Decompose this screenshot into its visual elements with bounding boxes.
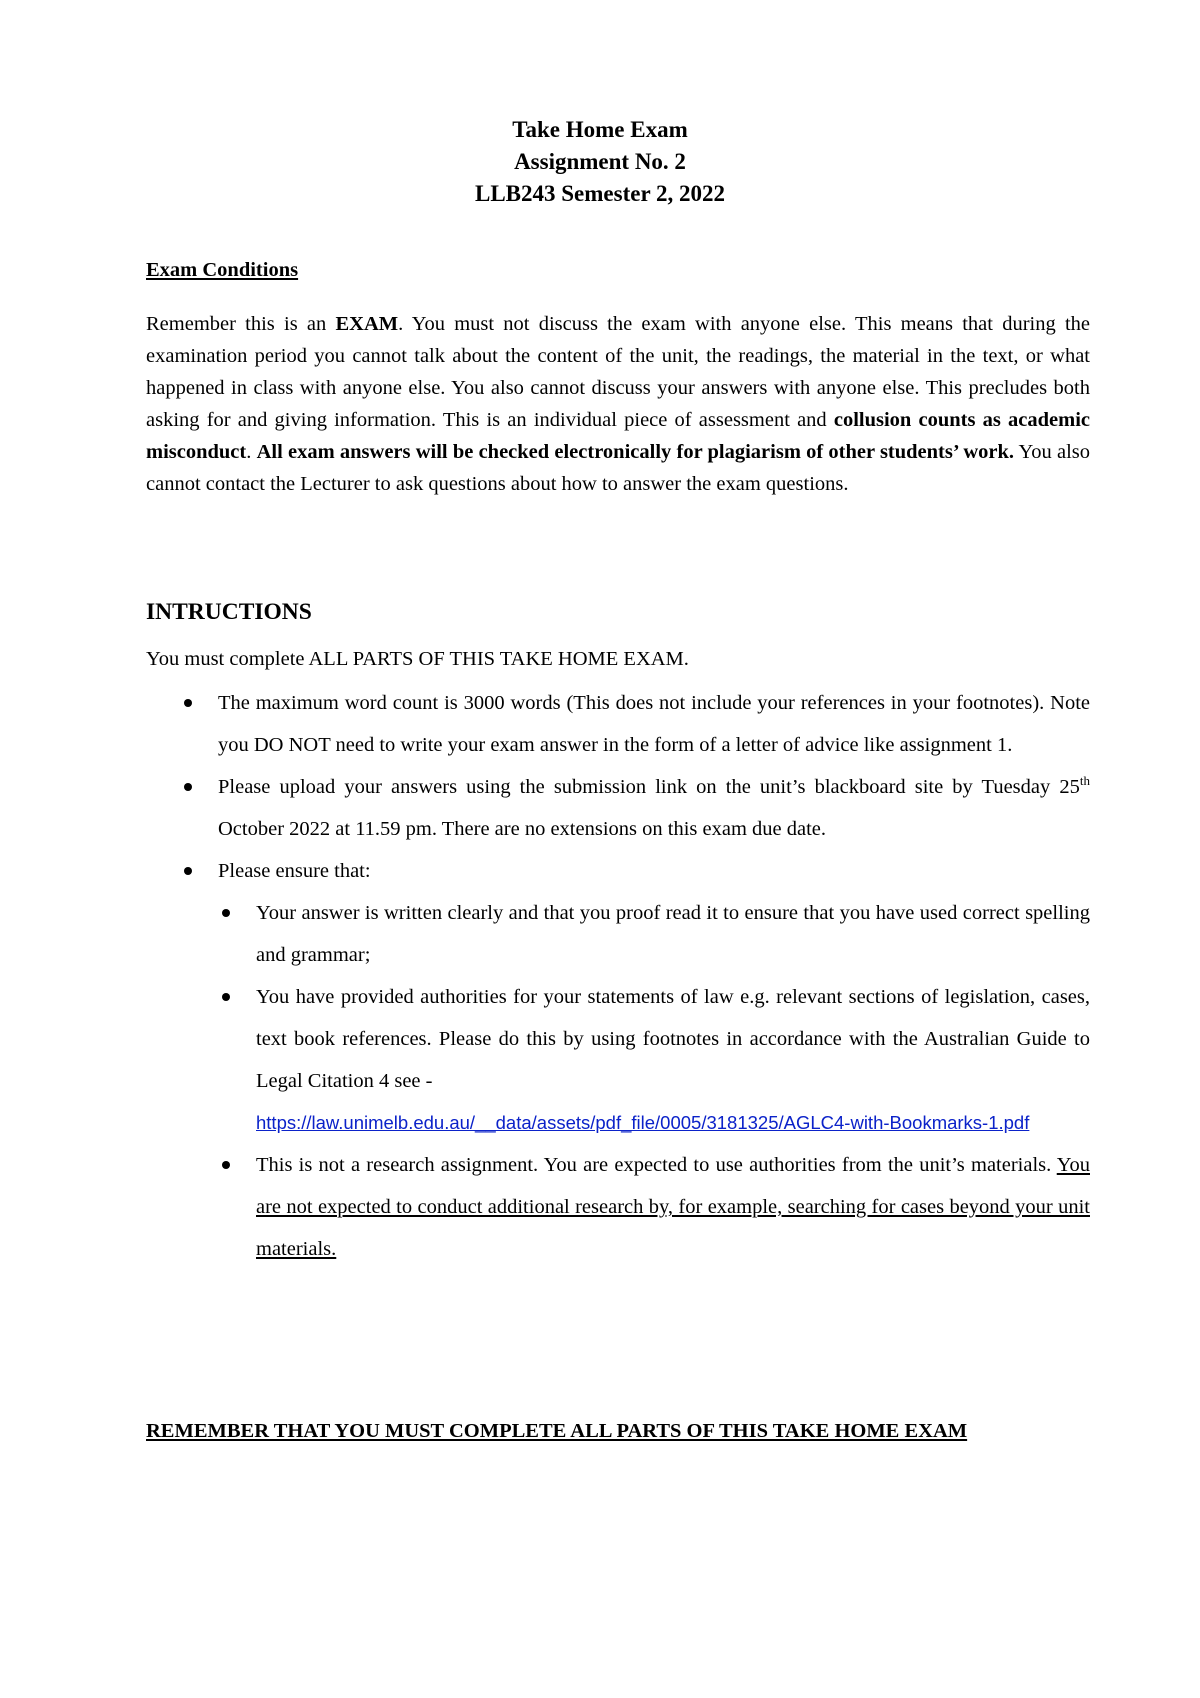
- underlined-note: You are not expected to conduct additional research by, for example, searching for cases beyond your unit materials.: [256, 1154, 1090, 1260]
- conditions-collusion-text: collusion counts as academic misconduct: [146, 409, 1090, 463]
- list-item: [146, 850, 1090, 892]
- conditions-exam-word: EXAM: [335, 313, 399, 335]
- bullet-icon: [222, 909, 230, 917]
- sub-list-item: [146, 892, 1090, 976]
- ordinal-suffix: th: [1079, 773, 1090, 789]
- bullet-text: October 2022 at 11.59 pm. There are no extensions on this exam due date.: [218, 818, 827, 840]
- conditions-text-3: .: [246, 441, 257, 463]
- sub-list-item: [146, 976, 1090, 1144]
- title-line-3: LLB243 Semester 2, 2022: [474, 181, 725, 206]
- bullet-icon: [222, 993, 230, 1001]
- instructions-list: [146, 682, 1090, 1270]
- conditions-text-2: . You must not discuss the exam with anyone else. This means that during the examination period you cannot talk about the content of the unit, the readings, the material in the text, or what happened in class with anyone else. You also cannot discuss your answers with anyone else. This precludes both asking for and giving information. This is an individual piece of assessment and: [146, 313, 1090, 431]
- exam-conditions-heading: Exam Conditions: [146, 259, 299, 281]
- bullet-icon: [184, 699, 192, 707]
- bullet-icon: [222, 1161, 230, 1169]
- title-line-2: Assignment No. 2: [514, 149, 686, 174]
- bullet-text: Please ensure that:: [218, 860, 371, 882]
- bullet-text: Your answer is written clearly and that you proof read it to ensure that you have used correct spelling and grammar;: [256, 902, 1090, 966]
- bullet-text: You have provided authorities for your statements of law e.g. relevant sections of legislation, cases, text book references. Please do this by using footnotes in accordance with the Australian Guide to Legal Citation 4 see -: [256, 986, 1090, 1092]
- instructions-intro: You must complete ALL PARTS OF THIS TAKE HOME EXAM.: [146, 648, 689, 670]
- final-reminder: REMEMBER THAT YOU MUST COMPLETE ALL PARTS OF THIS TAKE HOME EXAM: [146, 1420, 968, 1442]
- bullet-text: Please upload your answers using the submission link on the unit’s blackboard site by Tuesday 25: [218, 776, 1080, 798]
- exam-conditions-paragraph: [146, 308, 1090, 500]
- bullet-text: This is not a research assignment. You are expected to use authorities from the unit’s materials.: [256, 1154, 1057, 1176]
- bullet-icon: [184, 867, 192, 875]
- aglc4-link[interactable]: https://law.unimelb.edu.au/__data/assets/pdf_file/0005/3181325/AGLC4-with-Bookmarks-1.pdf: [256, 1112, 1030, 1133]
- document-title: [0, 114, 1200, 210]
- list-item: [146, 682, 1090, 766]
- conditions-text-1: Remember this is an: [146, 313, 336, 335]
- sub-list-item: [146, 1144, 1090, 1270]
- instructions-heading: INTRUCTIONS: [146, 599, 312, 625]
- bullet-icon: [184, 783, 192, 791]
- list-item: [146, 766, 1090, 850]
- title-line-1: Take Home Exam: [512, 117, 688, 142]
- conditions-plagiarism-text: All exam answers will be checked electronically for plagiarism of other students’ work.: [256, 441, 1015, 463]
- conditions-text-4: You also cannot contact the Lecturer to ask questions about how to answer the exam questions.: [146, 441, 1091, 495]
- bullet-text: The maximum word count is 3000 words (This does not include your references in your footnotes). Note you DO NOT need to write your exam answer in the form of a letter of advice like assignment 1.: [218, 692, 1090, 756]
